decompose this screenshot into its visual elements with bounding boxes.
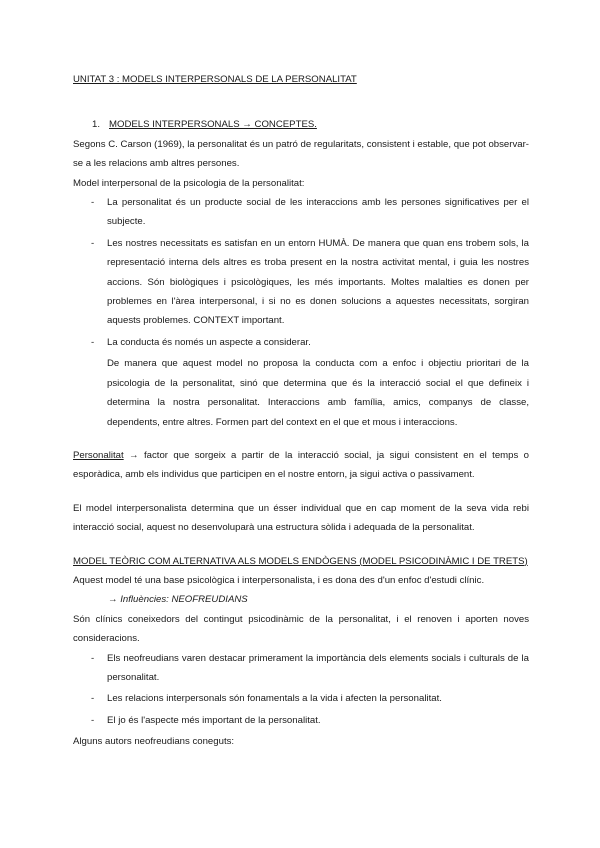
list-item-text: La personalitat és un producte social de les interaccions amb les persones significatives per el subjecte.	[107, 197, 529, 228]
list-item	[73, 649, 529, 688]
bullet-list-2	[73, 649, 529, 731]
list-item-text: Els neofreudians varen destacar primerament la importància dels elements socials i culturals de la personalitat.	[107, 652, 529, 683]
dash-bullet: -	[91, 197, 95, 209]
personalitat-term: Personalitat	[73, 449, 124, 461]
list-item-text: Les nostres necessitats es satisfan en un entorn HUMÀ. De manera que quan ens trobem sols, la representació interna dels altres es troba present en la nostra activitat mental, i guia les nostres accions. Són biològiques i psicològiques, les més importants. Moltes malalties es donen per problemes en l'àrea interpersonal, i si no es donen solucions a aquestes necessitats, sorgiran aquests problemes. CONTEXT important.	[107, 237, 529, 327]
list-item-text: Les relacions interpersonals són fonamentals a la vida i afecten la personalitat.	[107, 693, 442, 705]
personalitat-definition	[73, 446, 529, 485]
document-title: UNITAT 3 : MODELS INTERPERSONALS DE LA PERSONALITAT	[73, 74, 357, 85]
model-label: Model interpersonal de la psicologia de la personalitat:	[73, 177, 305, 189]
influences-line: → Influències: NEOFREUDIANS	[108, 594, 248, 606]
section-1-title: MODELS INTERPERSONALS → CONCEPTES.	[109, 119, 317, 131]
closing-line: Alguns autors neofreudians coneguts:	[73, 736, 235, 748]
list-item-text: La conducta és només un aspecte a considerar.	[107, 336, 311, 348]
personalitat-definition-text: → factor que sorgeix a partir de la interacció social, ja sigui consistent en el temps o esporàdica, amb els individus que participen en el nostre entorn, ja sigui activa o passivament.	[73, 449, 529, 481]
bullet-list-1	[73, 193, 529, 352]
model-interpersonalista-paragraph: El model interpersonalista determina que un ésser individual que en cap moment de la seva vida rebi interacció social, aquest no desenvoluparà una estructura sòlida i adequada de la personalitat.	[73, 502, 529, 534]
spacer	[73, 538, 529, 552]
intro-paragraph: Segons C. Carson (1969), la personalitat és un patró de regularitats, consistent i estable, que pot observar-se a les relacions amb altres persones.	[73, 138, 529, 170]
list-item	[73, 193, 529, 232]
bullet-3-continuation: De manera que aquest model no proposa la conducta com a enfoc i objectiu prioritari de la psicologia de la personalitat, sinó que determina que és la interacció social el que defineix i determina la nostra personalitat. Interaccions amb família, amics, companys de classe, dependents, entre altres. Formen part del context en el que et mous i interaccions.	[107, 358, 529, 428]
dash-bullet: -	[91, 336, 95, 348]
list-item-text: El jo és l'aspecte més important de la personalitat.	[107, 714, 321, 726]
dash-bullet: -	[91, 693, 95, 705]
section-1-heading	[92, 115, 529, 134]
section-2-base: Aquest model té una base psicològica i interpersonalista, i es dona des d'un enfoc d'estudi clínic.	[73, 574, 485, 586]
dash-bullet: -	[91, 714, 95, 726]
list-item	[73, 711, 529, 730]
document-body	[73, 70, 529, 752]
list-item	[73, 689, 529, 708]
section-2-heading: MODEL TEÒRIC COM ALTERNATIVA ALS MODELS ENDÒGENS (MODEL PSICODINÀMIC I DE TRETS)	[73, 555, 528, 567]
dash-bullet: -	[91, 652, 95, 664]
spacer	[73, 432, 529, 446]
section-1-number: 1.	[92, 119, 101, 131]
dash-bullet: -	[91, 237, 95, 249]
list-item	[73, 333, 529, 352]
clinics-paragraph: Són clínics coneixedors del contingut psicodinàmic de la personalitat, i el renoven i aporten noves consideracions.	[73, 613, 529, 645]
spacer	[73, 485, 529, 499]
list-item	[73, 234, 529, 331]
